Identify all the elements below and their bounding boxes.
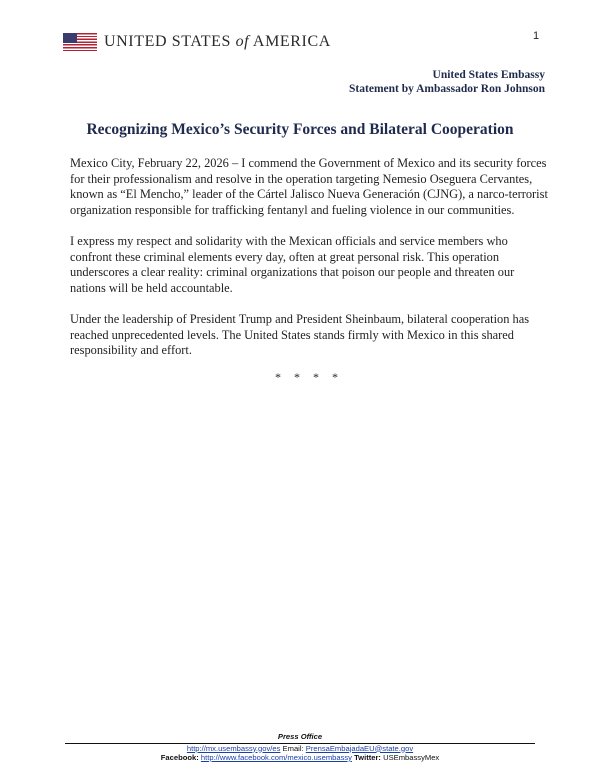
footer-contact-line — [0, 744, 600, 754]
paragraph-1: Mexico City, February 22, 2026 – I commend the Government of Mexico and its security forces for their professionalism and resolve in the operation targeting Nemesio Oseguera Cervantes, known as “El Mencho,” leader of the Cártel Jalisco Nueva Generación (CJNG), a narco-terrorist organization responsible for trafficking fentanyl and fueling violence in our communities. — [70, 156, 548, 217]
org-name-part1: UNITED STATES — [104, 33, 236, 50]
press-office-label: Press Office — [277, 732, 323, 741]
twitter-label: Twitter: — [354, 753, 381, 762]
email-link[interactable]: PrensaEmbajadaEU@state.gov — [305, 743, 414, 753]
footer — [0, 732, 600, 763]
email-label: Email: — [282, 743, 304, 753]
org-name-part2: AMERICA — [249, 33, 331, 50]
facebook-label: Facebook: — [160, 753, 199, 762]
paragraph-3: Under the leadership of President Trump and President Sheinbaum, bilateral cooperation has reached unprecedented levels. The United States stands firmly with Mexico in this shared responsibility and effort. — [70, 311, 530, 358]
statement-meta — [349, 68, 545, 96]
document-body — [70, 156, 548, 386]
page-number: 1 — [533, 30, 540, 42]
organization-name — [104, 33, 331, 51]
twitter-handle: USEmbassyMex — [383, 753, 440, 762]
facebook-link[interactable]: http://www.facebook.com/mexico.usembassy — [200, 753, 352, 762]
statement-by-line: Statement by Ambassador Ron Johnson — [349, 83, 545, 95]
org-name-of: of — [235, 33, 250, 50]
footer-social-line — [0, 753, 600, 763]
letterhead — [63, 33, 331, 51]
section-separator: * * * * — [275, 370, 343, 385]
embassy-line: United States Embassy — [432, 69, 545, 81]
paragraph-2: I express my respect and solidarity with the Mexican officials and service members who confront these criminal elements every day, often at great personal risk. This operation underscores a clear reality: criminal organizations that poison our people and threaten our nations will be held accountable. — [70, 233, 515, 295]
document-title: Recognizing Mexico’s Security Forces and Bilateral Cooperation — [86, 121, 514, 138]
us-flag-icon — [63, 33, 97, 51]
website-link[interactable]: http://mx.usembassy.gov/es — [186, 743, 281, 753]
